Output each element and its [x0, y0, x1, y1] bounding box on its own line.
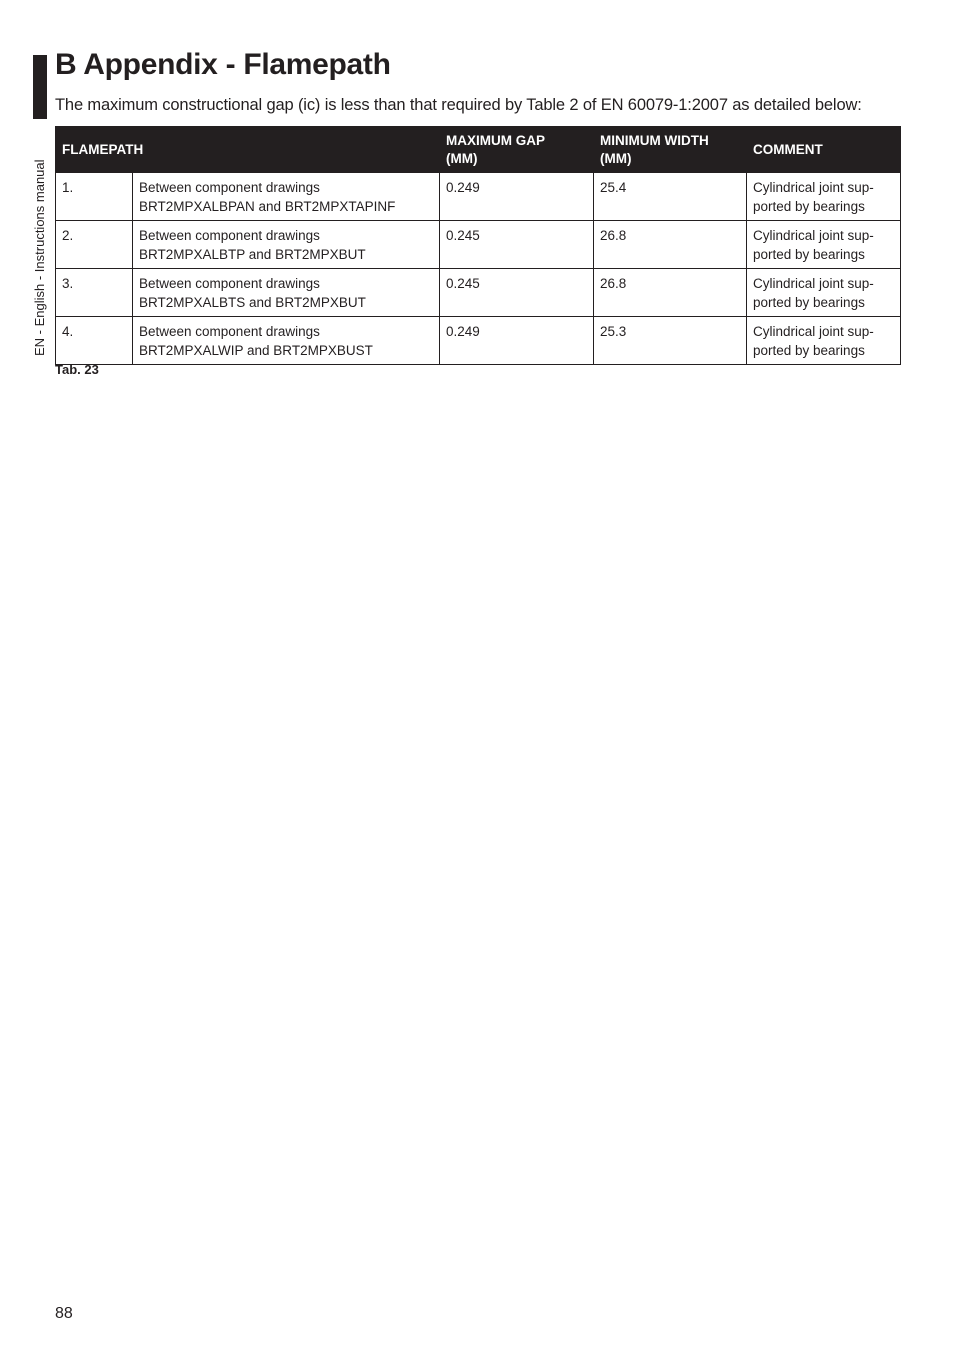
row-min-width: 26.8: [594, 269, 747, 317]
row-description-line1: Between component drawings: [139, 180, 320, 195]
page-number: 88: [55, 1305, 73, 1322]
header-comment: COMMENT: [747, 127, 901, 173]
row-comment: [747, 269, 901, 317]
row-description-line1: Between component drawings: [139, 228, 320, 243]
header-maximum-gap-line2: (MM): [446, 150, 478, 166]
header-flamepath: FLAMEPATH: [56, 127, 440, 173]
row-comment-line1: Cylindrical joint sup-: [753, 324, 874, 339]
header-maximum-gap-line1: MAXIMUM GAP: [446, 132, 545, 148]
row-comment-line1: Cylindrical joint sup-: [753, 228, 874, 243]
row-description-line1: Between component drawings: [139, 276, 320, 291]
row-comment: [747, 173, 901, 221]
table-header-row: [56, 127, 901, 173]
table-row: [56, 269, 901, 317]
header-minimum-width: [594, 127, 747, 173]
row-description-line2: BRT2MPXALBTS and BRT2MPXBUT: [139, 295, 366, 310]
row-comment-line1: Cylindrical joint sup-: [753, 276, 874, 291]
page-title: B Appendix - Flamepath: [55, 48, 391, 81]
row-comment-line1: Cylindrical joint sup-: [753, 180, 874, 195]
row-description-line2: BRT2MPXALBTP and BRT2MPXBUT: [139, 247, 366, 262]
row-description-line2: BRT2MPXALWIP and BRT2MPXBUST: [139, 343, 373, 358]
table-caption: Tab. 23: [55, 362, 99, 377]
row-description: [133, 221, 440, 269]
row-max-gap: 0.249: [440, 173, 594, 221]
row-comment-line2: ported by bearings: [753, 247, 865, 262]
flamepath-table: [55, 126, 901, 365]
row-comment-line2: ported by bearings: [753, 343, 865, 358]
row-comment: [747, 221, 901, 269]
row-comment-line2: ported by bearings: [753, 199, 865, 214]
row-min-width: 25.4: [594, 173, 747, 221]
row-description: [133, 173, 440, 221]
table-row: [56, 173, 901, 221]
intro-paragraph: The maximum constructional gap (ic) is less than that required by Table 2 of EN 60079-1:2007 as detailed below:: [55, 96, 862, 114]
header-minimum-width-line2: (MM): [600, 150, 632, 166]
row-max-gap: 0.245: [440, 221, 594, 269]
row-comment-line2: ported by bearings: [753, 295, 865, 310]
row-max-gap: 0.249: [440, 317, 594, 365]
section-marker-bar: [33, 55, 47, 119]
row-description-line2: BRT2MPXALBPAN and BRT2MPXTAPINF: [139, 199, 396, 214]
table-row: [56, 317, 901, 365]
table-header: [56, 127, 901, 173]
row-max-gap: 0.245: [440, 269, 594, 317]
row-number: 1.: [56, 173, 133, 221]
row-description-line1: Between component drawings: [139, 324, 320, 339]
side-running-label: EN - English - Instructions manual: [32, 159, 47, 356]
row-number: 4.: [56, 317, 133, 365]
row-min-width: 26.8: [594, 221, 747, 269]
row-number: 2.: [56, 221, 133, 269]
row-min-width: 25.3: [594, 317, 747, 365]
row-description: [133, 269, 440, 317]
row-comment: [747, 317, 901, 365]
header-minimum-width-line1: MINIMUM WIDTH: [600, 132, 709, 148]
table-row: [56, 221, 901, 269]
header-maximum-gap: [440, 127, 594, 173]
table-body: [56, 173, 901, 365]
row-description: [133, 317, 440, 365]
row-number: 3.: [56, 269, 133, 317]
